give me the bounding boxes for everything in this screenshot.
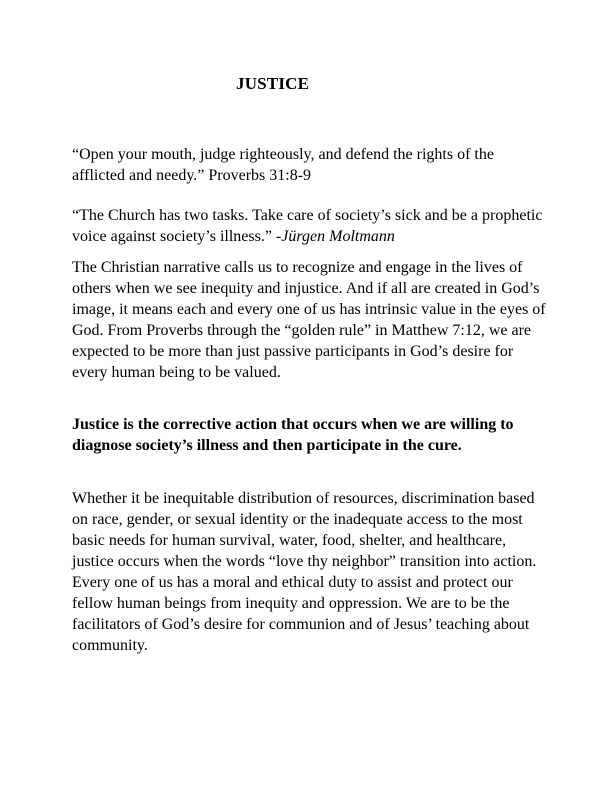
moltmann-quote-text: “The Church has two tasks. Take care of society’s sick and be a prophetic voice against society’s illness.”	[72, 207, 543, 245]
christian-narrative-paragraph: The Christian narrative calls us to recognize and engage in the lives of others when we see inequity and injustice. And if all are created in God’s image, it means each and every one of us has intrinsic value in the eyes of God. From Proverbs through the “golden rule” in Matthew 7:12, we are expected to be more than just passive participants in God’s desire for every human being to be valued.	[72, 259, 546, 381]
moltmann-attribution: -Jürgen Moltmann	[275, 228, 395, 245]
moltmann-quote	[72, 205, 548, 247]
page-title: JUSTICE	[236, 74, 310, 93]
moral-duty-paragraph: Whether it be inequitable distribution of resources, discrimination based on race, gender, or sexual identity or the inadequate access to the most basic needs for human survival, water, food, shelter, and healthcare, justice occurs when the words “love thy neighbor” transition into action. Every one of us has a moral and ethical duty to assist and protect our fellow human beings from inequity and oppression. We are to be the facilitators of God’s desire for communion and of Jesus’ teaching about community.	[72, 490, 537, 654]
proverbs-quote: “Open your mouth, judge righteously, and defend the rights of the afflicted and needy.” Proverbs 31:8-9	[72, 146, 494, 184]
justice-definition-paragraph: Justice is the corrective action that occurs when we are willing to diagnose society’s illness and then participate in the cure.	[72, 416, 514, 454]
